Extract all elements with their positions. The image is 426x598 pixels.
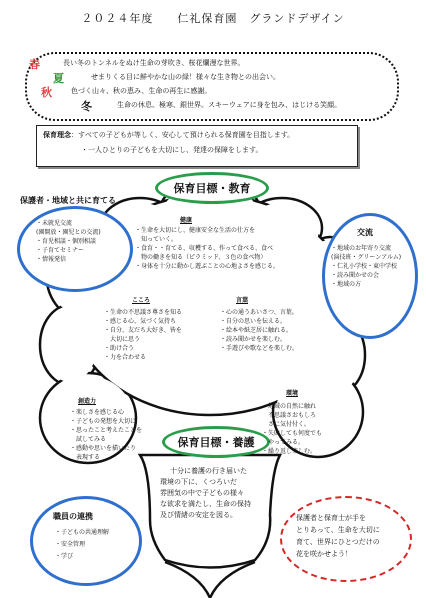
care-line: な欲求を満たし、生命の保持 <box>160 500 251 508</box>
staff-item: ・安全管理 <box>55 541 86 548</box>
language-item: ・手遊びや歌などを楽しむ。 <box>220 345 299 352</box>
season-winter-text: 生命の休息。極寒、銀世界。スキーウェアに身を包み、はじける笑顔。 <box>117 101 342 109</box>
goal-care-pill: 保育目標・養護 <box>162 426 270 458</box>
community-item: (園開放・園児との交流) <box>36 229 101 236</box>
exchange-item: ・地域のお年寄り交流 <box>331 245 392 252</box>
season-summer-text: せまりくる目に鮮やかな山の緑！様々な生き物との出会い。 <box>91 73 280 81</box>
exchange-item: ・仁礼小学校・東中学校 <box>331 263 398 270</box>
parents-message <box>296 512 380 560</box>
philosophy-line2: ・一人ひとりの子どもを大切にし、発達の保障をします。 <box>81 146 263 154</box>
health-title: 健康 <box>180 217 193 224</box>
parents-message-line: 花を咲かせよう！ <box>296 550 352 558</box>
staff-item: ・子どもの共通理解 <box>55 529 110 536</box>
health-item: 物の働きを知る（ピラミッド、３色の食べ物） <box>135 254 267 261</box>
environment-item: さに気付付く。 <box>262 421 310 428</box>
staff-circle <box>30 496 142 586</box>
parents-message-line: とりあって、生命を大切に <box>296 526 380 534</box>
creativity-item: ・子どもの発想を大切に <box>70 418 137 425</box>
kokoro-list <box>104 308 182 362</box>
care-text <box>160 466 251 521</box>
language-list <box>220 308 298 353</box>
creativity-item: 試してみる <box>70 436 107 443</box>
environment-item: ・失敗しても何度でも <box>262 430 323 437</box>
page-title: ２０２４年度 仁礼保育園 グランドデザイン <box>81 12 345 25</box>
health-list <box>135 226 279 271</box>
environment-item: ・地域の自然に触れ <box>262 403 317 410</box>
philosophy-line1: ：すべての子どもが等しく、安心して預けられる保育園を目指します。 <box>71 131 295 139</box>
season-summer-key: 夏 <box>53 72 64 85</box>
community-title: 保護者・地域と共に育てる <box>20 196 116 205</box>
staff-list <box>55 527 109 563</box>
environment-item: ・繰り返し楽しむ。 <box>262 448 317 455</box>
philosophy-label: 保育理念 <box>43 131 71 139</box>
goal-education-pill: 保育目標・教育 <box>155 172 269 204</box>
creativity-list <box>70 408 142 462</box>
environment-list <box>262 402 322 456</box>
parents-message-line: 育て、世界にひとつだけの <box>296 538 380 546</box>
season-spring-key: 春 <box>29 58 40 71</box>
staff-title: 職員の連携 <box>53 512 93 521</box>
kokoro-item: ・感じる心、気づく気持ち <box>104 318 177 325</box>
care-line: 及び情緒の安定を図る。 <box>160 511 237 519</box>
creativity-item: ・楽しさを感じる心 <box>70 409 125 416</box>
health-item: ・身体を十分に動かし遊ぶことの心地よさを感じる。 <box>135 263 280 270</box>
kokoro-title: こころ <box>132 297 151 304</box>
season-autumn-text: 色づく山々、秋の恵み、生命の再生に感謝。 <box>71 87 212 95</box>
kokoro-item: 大切に思う <box>104 336 141 343</box>
parents-message-circle <box>280 496 412 582</box>
health-item: 知っていく。 <box>135 236 177 243</box>
season-autumn-key: 秋 <box>41 86 52 99</box>
language-item: ・絵本や紙芝居に触れる。 <box>220 327 293 334</box>
community-item: ・子育てセミナー <box>36 247 85 254</box>
community-item: ・情報発信 <box>36 256 67 263</box>
season-winter-key: 冬 <box>81 100 92 113</box>
environment-item: やってみる。 <box>262 439 305 446</box>
care-line: 環境の下に、くつろいだ <box>160 478 237 486</box>
exchange-circle <box>322 213 418 339</box>
community-item: ・育児相談・個別相談 <box>36 238 97 245</box>
health-item: ・生命を大切にし、健康安全な生活の仕方を <box>135 227 256 234</box>
language-item: ・自分の思いを伝える。 <box>220 318 287 325</box>
language-title: 言葉 <box>236 297 249 304</box>
language-item: ・読み聞かせを楽しむ。 <box>220 336 287 343</box>
health-item: ・食育・・育てる、収穫する、作って食べる、食べ <box>135 245 274 252</box>
kokoro-item: ・自分、友だち大好き、皆を <box>104 327 182 334</box>
environment-title: 環境 <box>286 390 299 397</box>
community-circle <box>17 206 133 292</box>
exchange-list <box>331 244 401 289</box>
exchange-title: 交流 <box>357 228 373 237</box>
creativity-item: ・思ったこと考えたことを <box>70 427 143 434</box>
kokoro-item: ・力を合わせる <box>104 354 147 361</box>
community-list <box>36 219 101 264</box>
kokoro-item: ・生命の不思議さ尊さを知る <box>104 309 183 316</box>
creativity-title: 創造力 <box>78 398 97 405</box>
environment-item: 不思議さおもしろ <box>262 412 317 419</box>
creativity-item: 表現する <box>70 454 101 461</box>
exchange-item: ・読み聞かせの会 <box>331 272 380 279</box>
kokoro-item: ・助け合う <box>104 345 135 352</box>
creativity-item: ・感動や思いを描いたり <box>70 445 137 452</box>
parents-message-line: 保護者と保育士が手を <box>296 514 366 522</box>
staff-item: ・学び <box>55 553 74 560</box>
care-line: 雰囲気の中で子どもの様々 <box>160 489 244 497</box>
community-item: ・未就児交流 <box>36 220 73 227</box>
care-line: 十分に養護の行き届いた <box>170 467 247 475</box>
exchange-item: (演技班・グリーンアルム) <box>331 254 402 261</box>
exchange-item: ・地域の方 <box>331 281 362 288</box>
language-item: ・心の通うあいさつ、言葉。 <box>220 309 298 316</box>
season-spring-text: 長い冬のトンネルをぬけ生命の芽吹き、桜花爛漫な世界。 <box>63 59 245 67</box>
